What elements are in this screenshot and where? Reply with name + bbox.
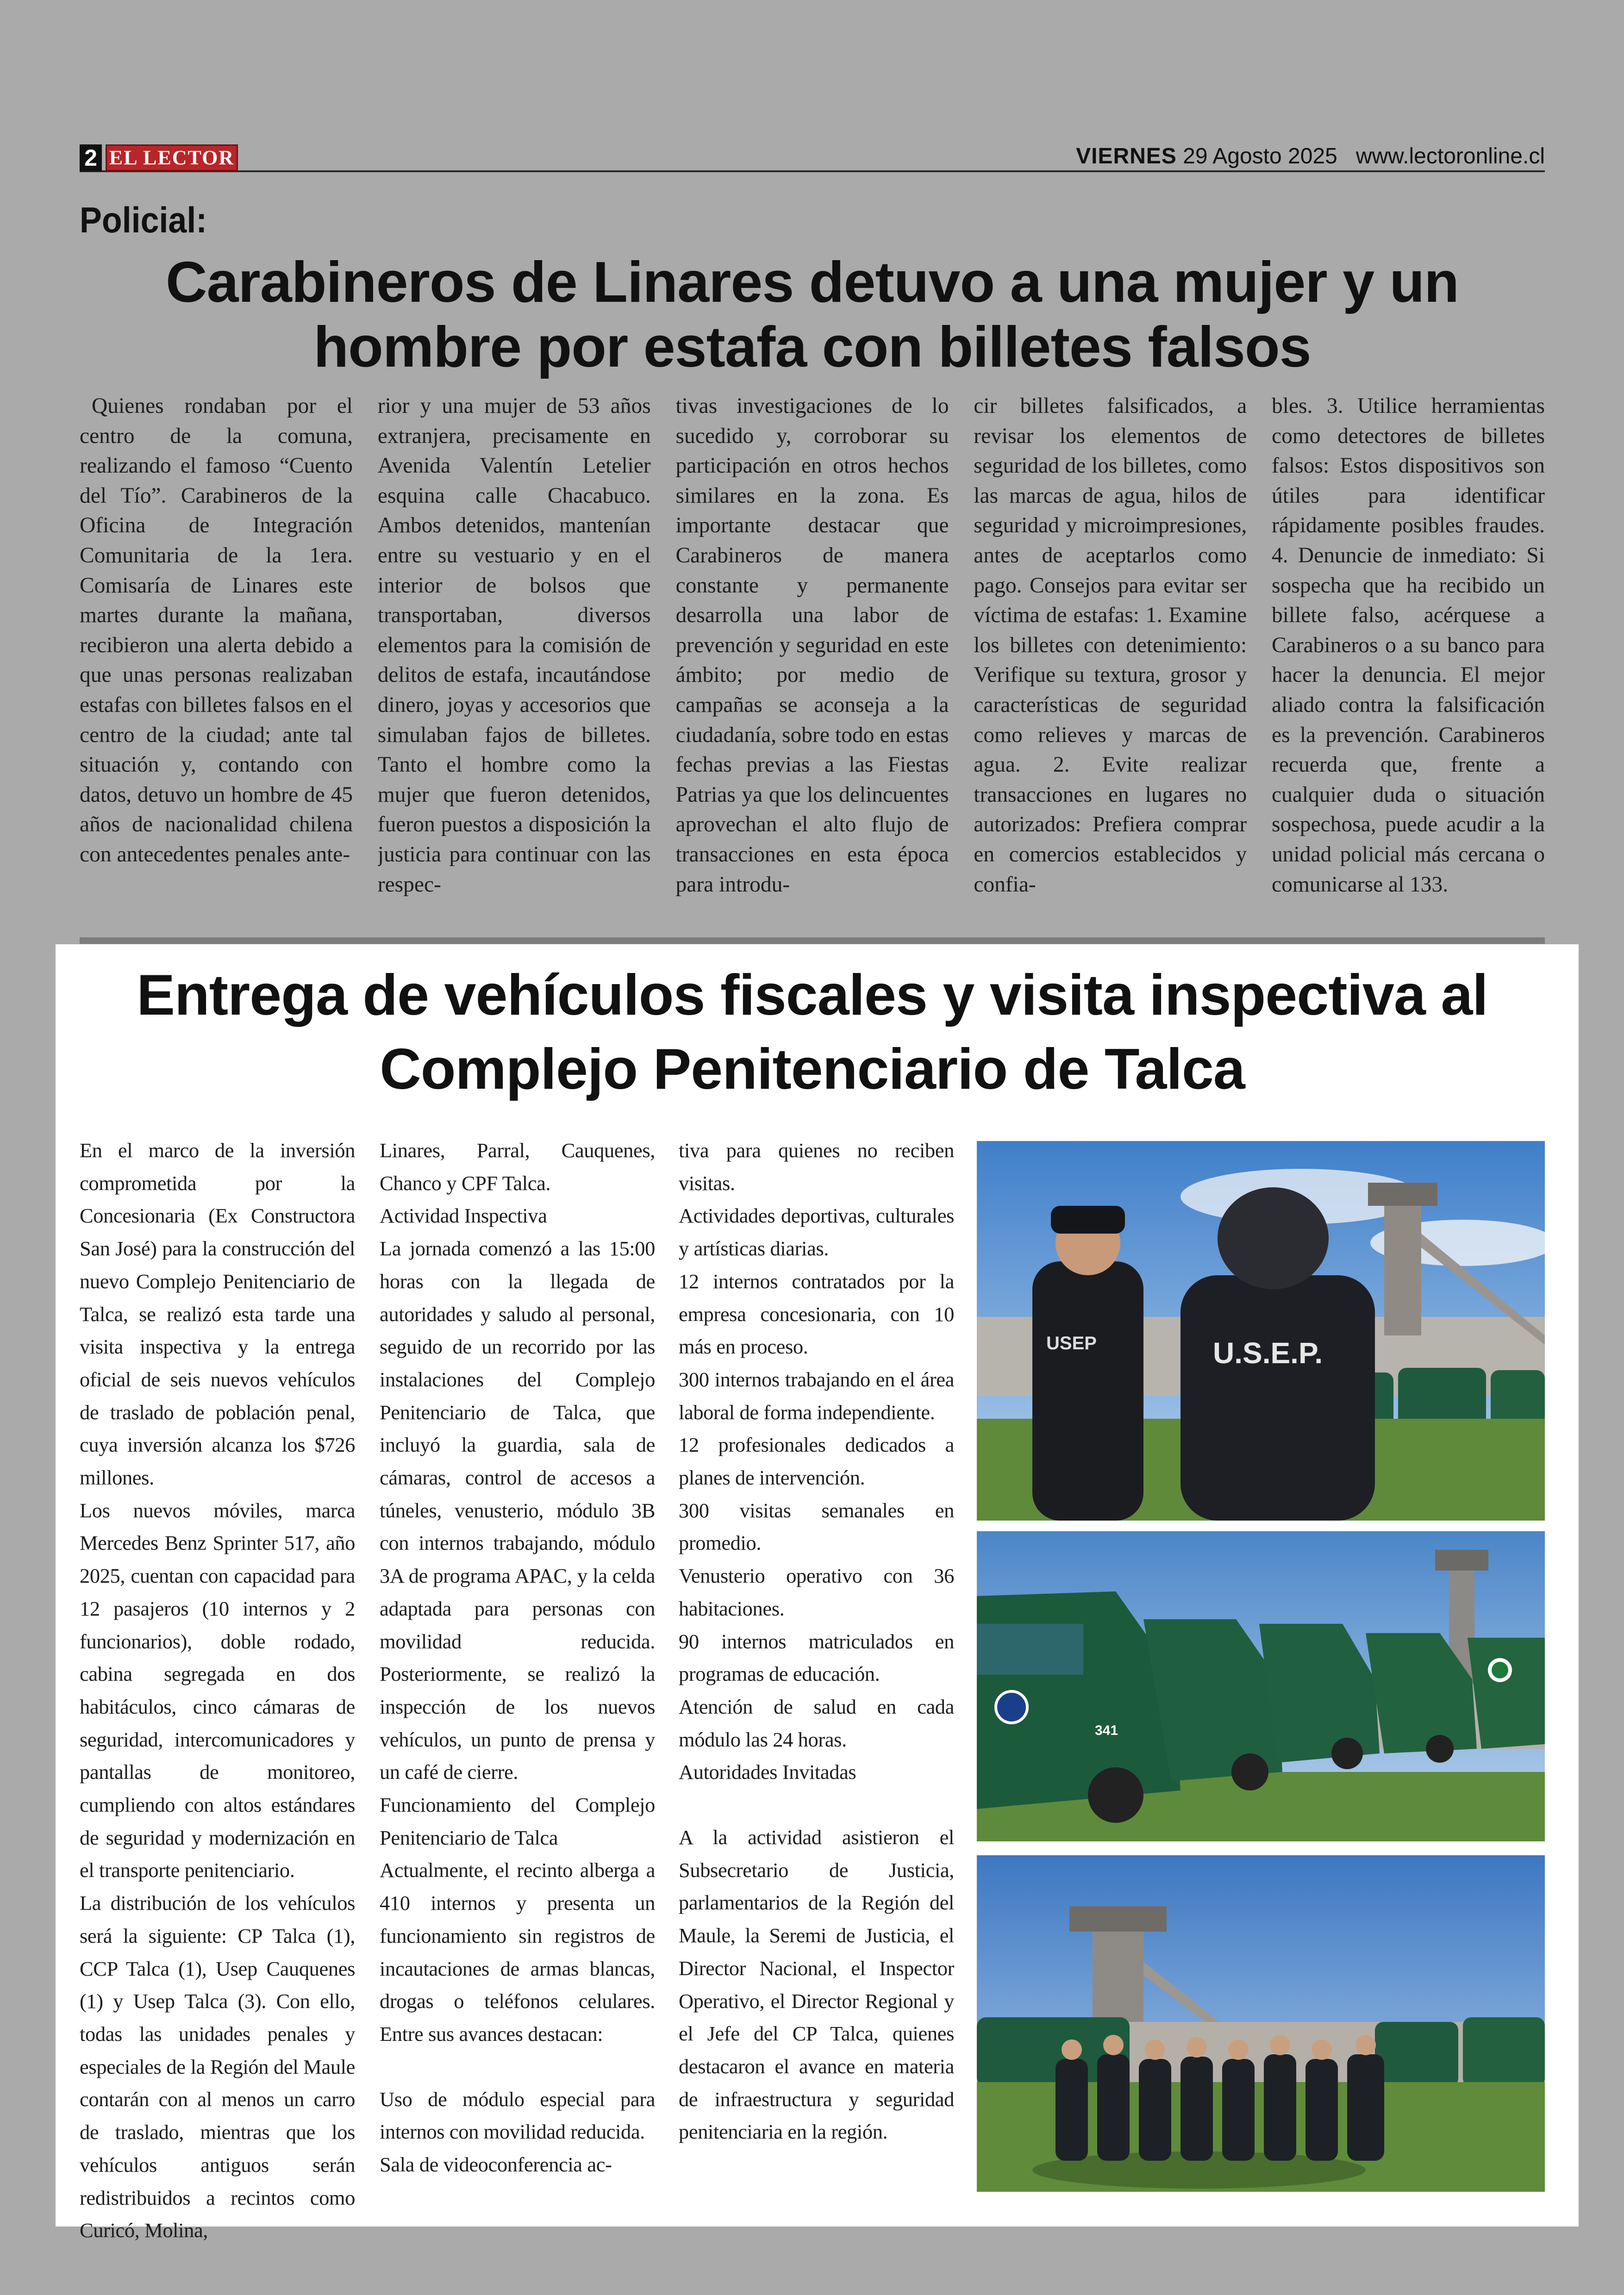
subheading-autoridades: Autoridades Invitadas (679, 1760, 856, 1784)
vest-label-left: USEP (1046, 1333, 1097, 1353)
article1-body (80, 391, 1545, 905)
list-item: 12 internos contratados por la empresa concesionaria, con 10 más en proceso. (679, 1269, 954, 1359)
section-label: Policial: (80, 200, 207, 240)
photo-authorities-group (977, 1855, 1545, 2192)
spacer (380, 2051, 655, 2083)
photo-usep-officers-art (977, 1141, 1545, 1521)
photo-vehicle-row (977, 1531, 1545, 1841)
list-item: 90 internos matriculados en programas de educación. (679, 1629, 954, 1686)
photo-vehicle-row-art (977, 1531, 1545, 1841)
paragraph: En el marco de la inversión comprometida por la Concesionaria (Ex Constructora San José) para la construcción del nuevo Complejo Penitenciario de Talca, se realizó esta tarde una visita inspectiva y la entrega oficial de seis nuevos vehículos de traslado de población penal, cuya inversión alcanza los $726 millones. (80, 1139, 355, 1490)
list-item: Actividades deportivas, culturales y artísticas diarias. (679, 1204, 954, 1260)
photo-usep-officers (977, 1141, 1545, 1521)
header-day: VIERNES (1076, 144, 1177, 168)
article2-column-2 (380, 1134, 655, 2181)
paragraph: Actualmente, el recinto alberga a 410 internos y presenta un funcionamiento sin registros de incautaciones de armas blancas, drogas o teléfonos celulares. Entre sus avances destacan: (380, 1858, 655, 2046)
section-divider (80, 937, 1545, 944)
article1-column-5: bles. 3. Utilice herramientas como detectores de billetes falsos: Estos dispositivos son útiles para identificar rápidamente posibles fraudes. 4. Denuncie de inmediato: Si sospecha que ha recibido un billete falso, acérquese a Carabineros o a su banco para hacer la denuncia. El mejor aliado contra la falsificación es la prevención. Carabineros recuerda que, frente a cualquier duda o situación sospechosa, puede acudir a la unidad policial más cercana o comunicarse al 133. (1272, 394, 1545, 897)
photo-authorities-group-art (977, 1855, 1545, 2192)
list-item: Atención de salud en cada módulo las 24 horas. (679, 1695, 954, 1751)
list-item: 300 internos trabajando en el área laboral de forma independiente. (679, 1367, 954, 1424)
vehicle-number: 341 (1095, 1723, 1118, 1738)
header-dateline (1076, 143, 1545, 170)
list-item: Uso de módulo especial para internos con movilidad reducida. (380, 2087, 655, 2144)
article1-column-1 (80, 391, 353, 905)
article1-headline: Carabineros de Linares detuvo a una mujer y un hombre por estafa con billetes falsos (166, 250, 1459, 379)
list-item: tiva para quienes no reciben visitas. (679, 1139, 954, 1195)
article2-headline: Entrega de vehículos fiscales y visita inspectiva al Complejo Penitenciario de Talca (137, 963, 1488, 1101)
article1-column-3: tivas investigaciones de lo sucedido y, corroborar su participación en otros hechos similares en la zona. Es importante destacar que Carabineros de manera constante y permanente desarrolla una labor de prevención y seguridad en este ámbito; por medio de campañas se aconseja a la ciudadanía, sobre todo en estas fechas previas a las Fiestas Patrias ya que los delincuentes aprovechan el alto flujo de transacciones en esta época para introdu- (675, 394, 949, 897)
article2-column-1 (80, 1134, 355, 2247)
article1-column-4: cir billetes falsificados, a revisar los elementos de seguridad de los billetes, como las marcas de agua, hilos de seguridad y microimpresiones, antes de aceptarlos como pago. Consejos para evitar ser víctima de estafas: 1. Examine los billetes con detenimiento: Verifique su textura, grosor y características de seguridad como relieves y marcas de agua. 2. Evite realizar transacciones en lugares no autorizados: Prefiera comprar en comercios establecidos y confia- (974, 394, 1247, 897)
list-item: 300 visitas semanales en promedio. (679, 1498, 954, 1555)
newspaper-logo: EL LECTOR (106, 144, 238, 171)
page-header (80, 139, 1545, 172)
list-item: 12 profesionales dedicados a planes de intervención. (679, 1433, 954, 1490)
page-number: 2 (80, 144, 102, 171)
paragraph: A la actividad asistieron el Subsecretario de Justicia, parlamentarios de la Región del Maule, la Seremi de Justicia, el Director Nacional, el Inspector Operativo, el Director Regional y el Jefe del CP Talca, quienes destacaron el avance en materia de infraestructura y seguridad penitenciaria en la región. (679, 1826, 954, 2144)
paragraph: Los nuevos móviles, marca Mercedes Benz Sprinter 517, año 2025, cuentan con capacidad para 12 pasajeros (10 internos y 2 funcionarios), doble rodado, cabina segregada en dos habitáculos, cinco cámaras de seguridad, intercomunicadores y pantallas de monitoreo, cumpliendo con altos estándares de seguridad y modernización en el transporte penitenciario. (80, 1498, 355, 1882)
article1-column-1-text: Quienes rondaban por el centro de la comuna, realizando el famoso “Cuento del Tío”. Carabineros de la Oficina de Integración Comunitaria de la 1era. Comisaría de Linares este martes durante la mañana, recibieron una alerta debido a que unas personas realizaban estafas con billetes falsos en el centro de la ciudad; ante tal situación y, contando con datos, detuvo un hombre de 45 años de nacionalidad chilena con antecedentes penales ante- (80, 394, 353, 867)
subheading-funcionamiento: Funcionamiento del Complejo Penitenciario de Talca (380, 1793, 655, 1849)
paragraph: La jornada comenzó a las 15:00 horas con la llegada de autoridades y saludo al personal, seguido de un recorrido por las instalaciones del Complejo Penitenciario de Talca, que incluyó la guardia, sala de cámaras, control de accesos a túneles, venusterio, módulo 3B con internos trabajando, módulo 3A de programa APAC, y la celda adaptada para personas con movilidad reducida. Posteriormente, se realizó la inspección de los nuevos vehículos, un punto de prensa y un café de cierre. (380, 1237, 655, 1784)
list-item: Sala de videoconferencia ac- (380, 2153, 612, 2177)
vest-label-right: U.S.E.P. (1213, 1336, 1323, 1370)
header-date: 29 Agosto 2025 (1183, 144, 1337, 168)
header-website[interactable]: www.lectoronline.cl (1355, 144, 1545, 168)
article2-column-3 (679, 1134, 954, 2148)
list-item: Venusterio operativo con 36 habitaciones. (679, 1564, 954, 1620)
subheading-actividad-inspectiva: Actividad Inspectiva (380, 1204, 547, 1228)
paragraph: La distribución de los vehículos será la siguiente: CP Talca (1), CCP Talca (1), Usep Cauquenes (1) y Usep Talca (3). Con ello, todas las unidades penales y especiales de la Región del Maule contarán con al menos un carro de traslado, mientras que los vehículos antiguos serán redistribuidos a recintos como Curicó, Molina, (80, 1891, 355, 2242)
spacer (679, 1789, 954, 1821)
paragraph: Linares, Parral, Cauquenes, Chanco y CPF Talca. (380, 1139, 655, 1195)
article1-column-2: rior y una mujer de 53 años extranjera, precisamente en Avenida Valentín Letelier esquina calle Chacabuco. Ambos detenidos, mantenían entre su vestuario y en el interior de bolsos que transportaban, diversos elementos para la comisión de delitos de estafa, incautándose dinero, joyas y accesorios que simulaban fajos de billetes. Tanto el hombre como la mujer que fueron detenidos, fueron puestos a disposición la justicia para continuar con las respec- (377, 394, 651, 897)
